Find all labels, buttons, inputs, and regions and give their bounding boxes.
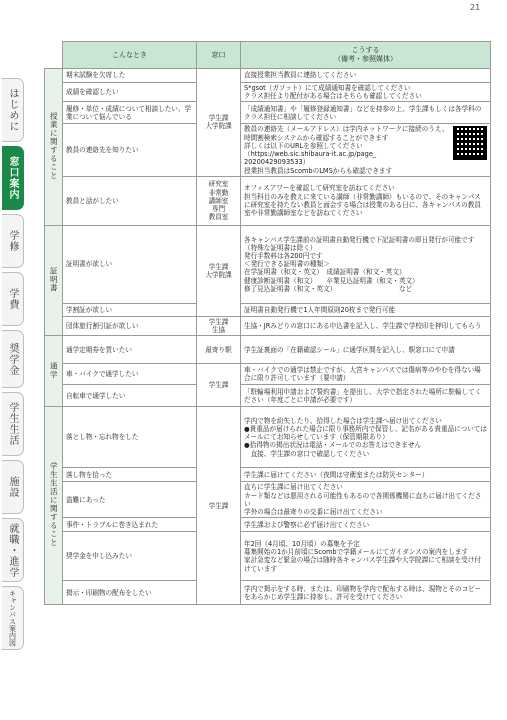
category-certificate: 証明書 — [45, 225, 63, 335]
table-row — [45, 364, 491, 385]
window-cell: 学生課 生協 — [197, 316, 241, 335]
contact-cell: 直接授業担当教員に連絡してください — [241, 69, 491, 83]
table-row — [45, 518, 491, 532]
table-row — [45, 581, 491, 605]
contact-cell: 学生課および警察に必ず届け出てください — [241, 518, 491, 532]
table-row — [45, 532, 491, 581]
side-tab-label: 学修 — [7, 230, 18, 252]
side-tab-windows[interactable] — [2, 146, 24, 210]
header-window: 窓口 — [197, 42, 241, 69]
side-tab-intro[interactable] — [2, 78, 24, 142]
side-tab-campus-map[interactable] — [2, 586, 24, 650]
contact-cell: 年2回（4月頃、10月頃）の募集を予定 募集開始の1か月前頃にScombで学籍メールにてガイダンスの案内をします 家計急変など緊急の場合は随時各キャンパス学生課や大学院課にて相談を受け付けています — [241, 532, 491, 581]
header-contact: こうする （備考・参照媒体） — [241, 42, 491, 69]
side-tab-label: はじめに — [7, 88, 18, 132]
table-row — [45, 336, 491, 364]
situation-cell: 履修・単位・成績について相談したい、学業について悩んでいる — [63, 102, 197, 124]
contact-cell: 学生証裏面の「在籍確認シール」に通学区間を記入し、駅窓口にて申請 — [241, 336, 491, 364]
table-row — [45, 69, 491, 83]
qr-code-icon[interactable] — [453, 126, 487, 160]
side-tab-fees[interactable] — [2, 272, 24, 326]
contact-cell: 車・バイクでの通学は禁止ですが、大宮キャンパスでは傷病等のやむを得ない場合に限り許可しています（要申請） — [241, 364, 491, 385]
situation-cell: 事件・トラブルに巻き込まれた — [63, 518, 197, 532]
side-tab-career[interactable] — [2, 518, 24, 582]
table-row — [45, 225, 491, 303]
table-row — [45, 102, 491, 124]
window-cell: 研究室 非常勤 講師室 専門 教員室 — [197, 176, 241, 225]
window-cell: 学生課 — [197, 364, 241, 407]
side-tab-label: 奨学金 — [7, 342, 18, 376]
situation-cell: 通学定期券を買いたい — [63, 336, 197, 364]
contact-cell: 証明書自動発行機で1人年間原則20枚まで発行可能 — [241, 303, 491, 316]
side-tab-label: 施設 — [7, 476, 18, 498]
contact-cell: 各キャンパス学生課前の証明書自動発行機で下記証明書の即日発行が可能です （特殊な証明書は除く） 発行手数料は各200円です ＜発行できる証明書の種類＞ 在学証明書（和文・英文） 成績証明書（和文・英文） 健康診断証明書（和文） 卒業見込証明書（和文・英文） 修了見込証明書（和文・英文） など — [241, 225, 491, 303]
situation-cell: 奨学金を申し込みたい — [63, 532, 197, 581]
situation-cell: 落し物を拾った — [63, 468, 197, 482]
side-tab-scholarship[interactable] — [2, 330, 24, 388]
table-row — [45, 407, 491, 468]
table-header-row — [45, 42, 491, 69]
category-study: 授業に関すること — [45, 69, 63, 226]
situation-cell: 掲示・印刷物の配布をしたい — [63, 581, 197, 605]
category-student-life: 学生生活に関すること — [45, 407, 63, 605]
situation-cell: 学割証が欲しい — [63, 303, 197, 316]
side-tab-label: 窓口案内 — [7, 156, 18, 200]
contact-cell: 「駐輪場利用申請および誓約書」を提出し、大学で指定された場所に駐輪してください（年度ごとに申請が必要です） — [241, 385, 491, 407]
table-row — [45, 316, 491, 335]
page-number: 21 — [470, 3, 481, 12]
side-tab-label: 就職・進学 — [7, 522, 18, 578]
situation-cell: 証明書が欲しい — [63, 225, 197, 303]
header-situation: こんなとき — [63, 42, 197, 69]
contact-cell: 生協・JRみどりの窓口にある申込書を記入し、学生課で学校印を押印してもらう — [241, 316, 491, 335]
side-tab-study[interactable] — [2, 214, 24, 268]
contact-cell: 学生課に届けてください（夜間は守衛室または防災センター） — [241, 468, 491, 482]
window-cell: 最寄り駅 — [197, 336, 241, 364]
side-tab-student-life[interactable] — [2, 392, 24, 456]
contact-cell — [241, 124, 491, 176]
contact-cell: 学内で物を紛失したり、拾得した場合は学生課へ届け出てください ●貴重品が届けられた場合に限り事務所内で保管し、記名がある貴重品についてはメールにてお知らせしています（保管期限あり） ●拾得物の掲出状況は電話・メールでのお答えはできません 直接、学生課の窓口で確認してください — [241, 407, 491, 468]
contact-cell: オフィスアワーを確認して研究室を訪ねてください 担当科目のみを教えに来ている講師（非常勤講師）もいるので、そのキャンパスに研究室を持たない教員と面会する場合は授業のある日に、各キャンパスの教員室や非常勤講師室などを訪ねてください — [241, 176, 491, 225]
table-row — [45, 124, 491, 176]
situation-cell: 教員と話がしたい — [63, 176, 197, 225]
table-row — [45, 83, 491, 102]
contact-cell: 直ちに学生課に届け出てください カード類などは悪用される可能性もあるので各関係機関に直ちに届け出てください 学外の場合は最寄りの交番に届け出てください — [241, 482, 491, 518]
table-row — [45, 303, 491, 316]
side-tab-label: 学費 — [7, 288, 18, 310]
side-tab-label: キャンパス案内図 — [8, 590, 17, 646]
situation-cell: 団体旅行割引証が欲しい — [63, 316, 197, 335]
contact-guide-table — [44, 41, 491, 605]
table-row — [45, 385, 491, 407]
contact-text: 教員の連絡先（メールアドレス）は学内ネットワークに接続のうえ、時間割検索システムから確認することができます 詳しくは以下のURLを参照してください （https://web.sic.shibaura-it.ac.jp/page_ 20200429093533） 授業担当教員はScombのLMSからも確認できます — [244, 125, 449, 175]
situation-cell: 車・バイクで通学したい — [63, 364, 197, 385]
situation-cell: 自転車で通学したい — [63, 385, 197, 407]
table-row — [45, 176, 491, 225]
situation-cell: 教員の連絡先を知りたい — [63, 124, 197, 176]
category-commute: 通学 — [45, 336, 63, 407]
contact-cell: 「成績通知書」や「履修登録通知書」などを持参の上、学生課もしくは各学科のクラス担任に相談してください — [241, 102, 491, 124]
situation-cell: 成績を確認したい — [63, 83, 197, 102]
window-cell: 学生課 大学院課 — [197, 69, 241, 177]
situation-cell: 落とし物・忘れ物をした — [63, 407, 197, 468]
table-row — [45, 482, 491, 518]
side-tab-label: 学生生活 — [7, 402, 18, 446]
contact-cell: S*gsot（ガソット）にて成績通知書を確認してください クラス担任より配付がある場合はそちらも確認してください — [241, 83, 491, 102]
window-cell: 学生課 — [197, 407, 241, 605]
side-tab-facilities[interactable] — [2, 460, 24, 514]
header-blank-cell — [45, 42, 63, 69]
situation-cell: 期末試験を欠席した — [63, 69, 197, 83]
table-row — [45, 468, 491, 482]
situation-cell: 盗難にあった — [63, 482, 197, 518]
contact-cell: 学内で掲示をする時、または、印刷物を学内で配布する時は、現物とそのコピーをあらかじめ学生課に持参し、許可を受けてください — [241, 581, 491, 605]
window-cell: 学生課 大学院課 — [197, 225, 241, 316]
side-tab-strip — [0, 0, 28, 720]
